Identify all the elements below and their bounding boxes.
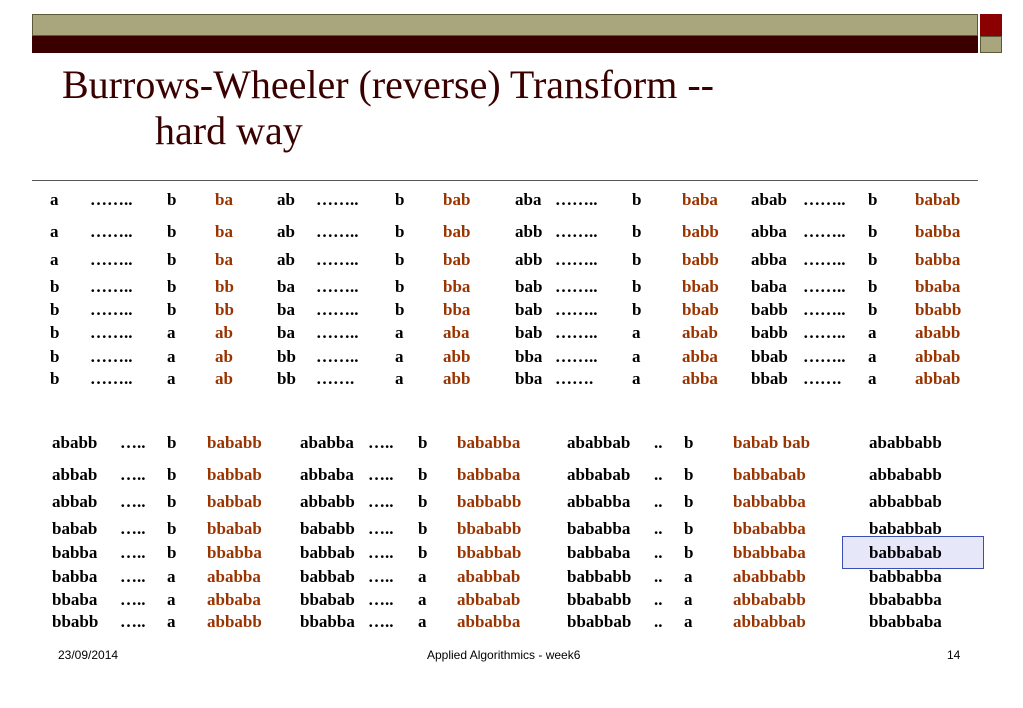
top-cell-r3-c5: …….. [316, 277, 359, 296]
bottom-cell-r4-c7: bbabbab [457, 543, 522, 562]
top-cell-r6-c4: bb [277, 347, 296, 366]
bottom-cell-r4-c10: b [684, 543, 694, 562]
top-cell-r7-c2: a [167, 369, 176, 388]
top-cell-r7-c12: bbab [751, 369, 788, 388]
bottom-cell-r2-c11: babbabba [733, 492, 806, 511]
top-cell-r4-c0: b [50, 300, 60, 319]
bottom-cell-r1-c0: abbab [52, 465, 98, 484]
top-cell-r2-c13: …….. [803, 250, 846, 269]
top-cell-r7-c1: …….. [90, 369, 133, 388]
top-cell-r5-c14: a [868, 323, 877, 342]
title-divider [32, 180, 978, 181]
bottom-cell-r2-c5: ….. [368, 492, 394, 511]
bottom-cell-r6-c8: bbababb [567, 590, 632, 609]
top-cell-r1-c11: babb [682, 222, 719, 241]
top-cell-r1-c8: abb [515, 222, 543, 241]
top-cell-r5-c12: babb [751, 323, 788, 342]
top-cell-r3-c13: …….. [803, 277, 846, 296]
top-cell-r6-c2: a [167, 347, 176, 366]
top-cell-r0-c8: aba [515, 190, 542, 209]
top-cell-r1-c10: b [632, 222, 642, 241]
top-cell-r7-c10: a [632, 369, 641, 388]
bottom-cell-r6-c7: abbabab [457, 590, 521, 609]
bottom-cell-r7-c5: ….. [368, 612, 394, 631]
top-cell-r7-c13: ……. [803, 369, 842, 388]
slide-title-line1: Burrows-Wheeler (reverse) Transform -- [62, 62, 714, 107]
bottom-cell-r3-c1: ….. [120, 519, 146, 538]
bottom-cell-r4-c11: bbabbaba [733, 543, 806, 562]
bottom-cell-r1-c4: abbaba [300, 465, 354, 484]
bottom-cell-r4-c1: ….. [120, 543, 146, 562]
bottom-cell-r5-c1: ….. [120, 567, 146, 586]
bottom-cell-r3-c9: .. [654, 519, 663, 538]
bottom-cell-r1-c7: babbaba [457, 465, 521, 484]
top-cell-r4-c15: bbabb [915, 300, 962, 319]
top-cell-r2-c1: …….. [90, 250, 133, 269]
bottom-cell-r3-c5: ….. [368, 519, 394, 538]
top-cell-r3-c4: ba [277, 277, 295, 296]
top-cell-r1-c13: …….. [803, 222, 846, 241]
bottom-cell-r5-c5: ….. [368, 567, 394, 586]
top-cell-r2-c12: abba [751, 250, 787, 269]
top-cell-r1-c12: abba [751, 222, 787, 241]
top-cell-r4-c4: ba [277, 300, 295, 319]
top-cell-r6-c15: abbab [915, 347, 961, 366]
top-cell-r3-c0: b [50, 277, 60, 296]
top-cell-r4-c7: bba [443, 300, 471, 319]
bottom-cell-r4-c2: b [167, 543, 177, 562]
bottom-cell-r5-c12: babbabba [869, 567, 942, 586]
bottom-cell-r2-c10: b [684, 492, 694, 511]
top-cell-r5-c9: …….. [555, 323, 598, 342]
bottom-cell-r0-c3: bababb [207, 433, 262, 452]
top-cell-r7-c11: abba [682, 369, 718, 388]
top-cell-r5-c10: a [632, 323, 641, 342]
top-cell-r1-c15: babba [915, 222, 961, 241]
bottom-cell-r4-c6: b [418, 543, 428, 562]
top-cell-r0-c12: abab [751, 190, 787, 209]
bottom-cell-r6-c12: bbababba [869, 590, 942, 609]
slide-title-line2: hard way [155, 108, 303, 153]
bottom-cell-r1-c11: babbabab [733, 465, 806, 484]
top-cell-r5-c0: b [50, 323, 60, 342]
bottom-cell-r5-c11: ababbabb [733, 567, 806, 586]
top-cell-r1-c7: bab [443, 222, 471, 241]
top-cell-r2-c3: ba [215, 250, 233, 269]
bottom-cell-r6-c4: bbabab [300, 590, 355, 609]
top-cell-r0-c4: ab [277, 190, 295, 209]
bottom-cell-r3-c7: bbababb [457, 519, 522, 538]
top-cell-r6-c1: …….. [90, 347, 133, 366]
top-cell-r6-c7: abb [443, 347, 471, 366]
top-cell-r5-c4: ba [277, 323, 295, 342]
top-cell-r2-c10: b [632, 250, 642, 269]
top-cell-r5-c1: …….. [90, 323, 133, 342]
bottom-cell-r2-c3: babbab [207, 492, 262, 511]
top-cell-r7-c6: a [395, 369, 404, 388]
bottom-cell-r7-c8: bbabbab [567, 612, 632, 631]
top-cell-r0-c6: b [395, 190, 405, 209]
top-cell-r6-c6: a [395, 347, 404, 366]
top-cell-r3-c11: bbab [682, 277, 719, 296]
bottom-cell-r3-c4: bababb [300, 519, 355, 538]
bottom-cell-r5-c2: a [167, 567, 176, 586]
bottom-cell-r7-c9: .. [654, 612, 663, 631]
header-band-dark [32, 36, 978, 53]
top-cell-r0-c15: babab [915, 190, 961, 209]
bottom-cell-r2-c12: abbabbab [869, 492, 942, 511]
bottom-cell-r1-c10: b [684, 465, 694, 484]
bottom-cell-r1-c8: abbabab [567, 465, 631, 484]
top-cell-r0-c13: …….. [803, 190, 846, 209]
top-cell-r3-c9: …….. [555, 277, 598, 296]
bottom-cell-r1-c3: babbab [207, 465, 262, 484]
bottom-cell-r0-c5: ….. [368, 433, 394, 452]
top-cell-r3-c2: b [167, 277, 177, 296]
bottom-cell-r0-c2: b [167, 433, 177, 452]
top-cell-r6-c0: b [50, 347, 60, 366]
top-cell-r6-c9: …….. [555, 347, 598, 366]
bottom-cell-r5-c8: babbabb [567, 567, 632, 586]
top-cell-r0-c2: b [167, 190, 177, 209]
bottom-cell-r2-c4: abbabb [300, 492, 355, 511]
bottom-cell-r0-c7: bababba [457, 433, 521, 452]
top-cell-r2-c2: b [167, 250, 177, 269]
top-cell-r3-c8: bab [515, 277, 543, 296]
bottom-cell-r3-c2: b [167, 519, 177, 538]
bottom-cell-r5-c0: babba [52, 567, 98, 586]
top-cell-r0-c14: b [868, 190, 878, 209]
top-cell-r1-c14: b [868, 222, 878, 241]
top-cell-r6-c14: a [868, 347, 877, 366]
top-cell-r1-c6: b [395, 222, 405, 241]
bottom-cell-r0-c10: b [684, 433, 694, 452]
corner-square-olive [980, 36, 1002, 53]
bottom-cell-r6-c2: a [167, 590, 176, 609]
top-cell-r6-c10: a [632, 347, 641, 366]
bottom-cell-r2-c0: abbab [52, 492, 98, 511]
top-cell-r4-c3: bb [215, 300, 234, 319]
top-cell-r1-c5: …….. [316, 222, 359, 241]
top-cell-r3-c10: b [632, 277, 642, 296]
top-cell-r1-c2: b [167, 222, 177, 241]
top-cell-r7-c14: a [868, 369, 877, 388]
bottom-cell-r2-c9: .. [654, 492, 663, 511]
top-cell-r7-c5: ……. [316, 369, 355, 388]
bottom-cell-r3-c11: bbababba [733, 519, 806, 538]
top-cell-r2-c4: ab [277, 250, 295, 269]
top-cell-r6-c3: ab [215, 347, 233, 366]
top-cell-r5-c2: a [167, 323, 176, 342]
bottom-cell-r5-c4: babbab [300, 567, 355, 586]
bottom-cell-r4-c0: babba [52, 543, 98, 562]
top-cell-r4-c11: bbab [682, 300, 719, 319]
bottom-cell-r3-c0: babab [52, 519, 98, 538]
top-cell-r4-c5: …….. [316, 300, 359, 319]
top-cell-r6-c13: …….. [803, 347, 846, 366]
top-cell-r4-c2: b [167, 300, 177, 319]
top-cell-r3-c7: bba [443, 277, 471, 296]
bottom-cell-r2-c8: abbabba [567, 492, 631, 511]
top-cell-r0-c0: a [50, 190, 59, 209]
bottom-cell-r7-c0: bbabb [52, 612, 99, 631]
bottom-cell-r2-c1: ….. [120, 492, 146, 511]
top-cell-r0-c5: …….. [316, 190, 359, 209]
footer-date: 23/09/2014 [58, 648, 119, 662]
bottom-cell-r0-c6: b [418, 433, 428, 452]
bottom-cell-r4-c8: babbaba [567, 543, 631, 562]
header-band-olive [32, 14, 978, 36]
top-cell-r0-c9: …….. [555, 190, 598, 209]
corner-square-red [980, 14, 1002, 36]
top-cell-r2-c8: abb [515, 250, 543, 269]
bottom-cell-r1-c9: .. [654, 465, 663, 484]
bottom-cell-r6-c11: abbababb [733, 590, 806, 609]
bottom-cell-r6-c10: a [684, 590, 693, 609]
top-cell-r5-c13: …….. [803, 323, 846, 342]
top-cell-r4-c12: babb [751, 300, 788, 319]
bottom-cell-r7-c7: abbabba [457, 612, 521, 631]
top-cell-r5-c3: ab [215, 323, 233, 342]
top-cell-r2-c7: bab [443, 250, 471, 269]
top-cell-r7-c7: abb [443, 369, 471, 388]
top-cell-r2-c11: babb [682, 250, 719, 269]
bottom-cell-r0-c4: ababba [300, 433, 354, 452]
bottom-cell-r7-c11: abbabbab [733, 612, 806, 631]
top-cell-r1-c4: ab [277, 222, 295, 241]
top-cell-r7-c4: bb [277, 369, 296, 388]
bottom-cell-r7-c2: a [167, 612, 176, 631]
top-cell-r3-c14: b [868, 277, 878, 296]
bottom-cell-r5-c3: ababba [207, 567, 261, 586]
top-cell-r3-c15: bbaba [915, 277, 961, 296]
top-cell-r1-c9: …….. [555, 222, 598, 241]
top-cell-r2-c6: b [395, 250, 405, 269]
top-cell-r0-c11: baba [682, 190, 718, 209]
top-cell-r7-c8: bba [515, 369, 543, 388]
top-cell-r4-c14: b [868, 300, 878, 319]
bottom-cell-r3-c3: bbabab [207, 519, 262, 538]
top-cell-r4-c6: b [395, 300, 405, 319]
bottom-cell-r4-c4: babbab [300, 543, 355, 562]
bottom-cell-r6-c9: .. [654, 590, 663, 609]
top-cell-r3-c3: bb [215, 277, 234, 296]
top-cell-r5-c6: a [395, 323, 404, 342]
bottom-cell-r1-c1: ….. [120, 465, 146, 484]
top-cell-r7-c0: b [50, 369, 60, 388]
top-cell-r5-c15: ababb [915, 323, 961, 342]
top-cell-r2-c15: babba [915, 250, 961, 269]
top-cell-r6-c11: abba [682, 347, 718, 366]
slide-title [62, 62, 714, 154]
footer-page-number: 14 [947, 648, 961, 662]
top-cell-r1-c3: ba [215, 222, 233, 241]
bottom-cell-r7-c3: abbabb [207, 612, 262, 631]
bottom-cell-r0-c8: ababbab [567, 433, 631, 452]
bottom-cell-r1-c12: abbababb [869, 465, 942, 484]
bottom-cell-r4-c9: .. [654, 543, 663, 562]
top-cell-r0-c3: ba [215, 190, 233, 209]
top-cell-r4-c10: b [632, 300, 642, 319]
bottom-cell-r5-c10: a [684, 567, 693, 586]
top-cell-r3-c1: …….. [90, 277, 133, 296]
top-cell-r0-c10: b [632, 190, 642, 209]
bottom-cell-r5-c9: .. [654, 567, 663, 586]
top-cell-r6-c12: bbab [751, 347, 788, 366]
top-cell-r6-c8: bba [515, 347, 543, 366]
bottom-cell-r7-c1: ….. [120, 612, 146, 631]
top-cell-r0-c7: bab [443, 190, 471, 209]
bottom-cell-r1-c6: b [418, 465, 428, 484]
top-cell-r0-c1: …….. [90, 190, 133, 209]
top-cell-r1-c0: a [50, 222, 59, 241]
bottom-cell-r3-c8: bababba [567, 519, 631, 538]
bottom-cell-r6-c0: bbaba [52, 590, 98, 609]
top-cell-r5-c5: …….. [316, 323, 359, 342]
bottom-cell-r6-c6: a [418, 590, 427, 609]
bottom-cell-r7-c12: bbabbaba [869, 612, 942, 631]
bottom-cell-r3-c12: bababbab [869, 519, 942, 538]
top-cell-r4-c8: bab [515, 300, 543, 319]
bottom-cell-r4-c5: ….. [368, 543, 394, 562]
bottom-cell-r6-c1: ….. [120, 590, 146, 609]
bottom-cell-r6-c3: abbaba [207, 590, 261, 609]
bottom-cell-r3-c10: b [684, 519, 694, 538]
bottom-cell-r6-c5: ….. [368, 590, 394, 609]
bottom-cell-r5-c7: ababbab [457, 567, 521, 586]
top-cell-r6-c5: …….. [316, 347, 359, 366]
bottom-cell-r7-c4: bbabba [300, 612, 355, 631]
footer-course: Applied Algorithmics - week6 [427, 648, 581, 662]
bottom-cell-r2-c7: babbabb [457, 492, 522, 511]
top-cell-r3-c12: baba [751, 277, 787, 296]
top-cell-r2-c5: …….. [316, 250, 359, 269]
bottom-cell-r0-c9: .. [654, 433, 663, 452]
bottom-cell-r7-c6: a [418, 612, 427, 631]
bottom-cell-r0-c11: babab bab [733, 433, 811, 452]
bottom-cell-r5-c6: a [418, 567, 427, 586]
bottom-cell-r0-c12: ababbabb [869, 433, 942, 452]
bottom-cell-r1-c5: ….. [368, 465, 394, 484]
top-cell-r7-c9: ……. [555, 369, 594, 388]
top-cell-r2-c14: b [868, 250, 878, 269]
top-cell-r5-c7: aba [443, 323, 470, 342]
bottom-cell-r2-c6: b [418, 492, 428, 511]
bottom-cell-r2-c2: b [167, 492, 177, 511]
bottom-cell-r0-c0: ababb [52, 433, 98, 452]
top-cell-r1-c1: …….. [90, 222, 133, 241]
top-cell-r5-c11: abab [682, 323, 718, 342]
top-cell-r5-c8: bab [515, 323, 543, 342]
top-cell-r2-c9: …….. [555, 250, 598, 269]
bottom-cell-r1-c2: b [167, 465, 177, 484]
bottom-cell-r4-c12: babbabab [869, 543, 942, 562]
bottom-cell-r3-c6: b [418, 519, 428, 538]
top-cell-r4-c13: …….. [803, 300, 846, 319]
top-cell-r2-c0: a [50, 250, 59, 269]
bottom-cell-r0-c1: ….. [120, 433, 146, 452]
top-cell-r7-c3: ab [215, 369, 233, 388]
bottom-cell-r4-c3: bbabba [207, 543, 262, 562]
bottom-cell-r7-c10: a [684, 612, 693, 631]
top-cell-r4-c9: …….. [555, 300, 598, 319]
top-cell-r4-c1: …….. [90, 300, 133, 319]
top-cell-r7-c15: abbab [915, 369, 961, 388]
top-cell-r3-c6: b [395, 277, 405, 296]
